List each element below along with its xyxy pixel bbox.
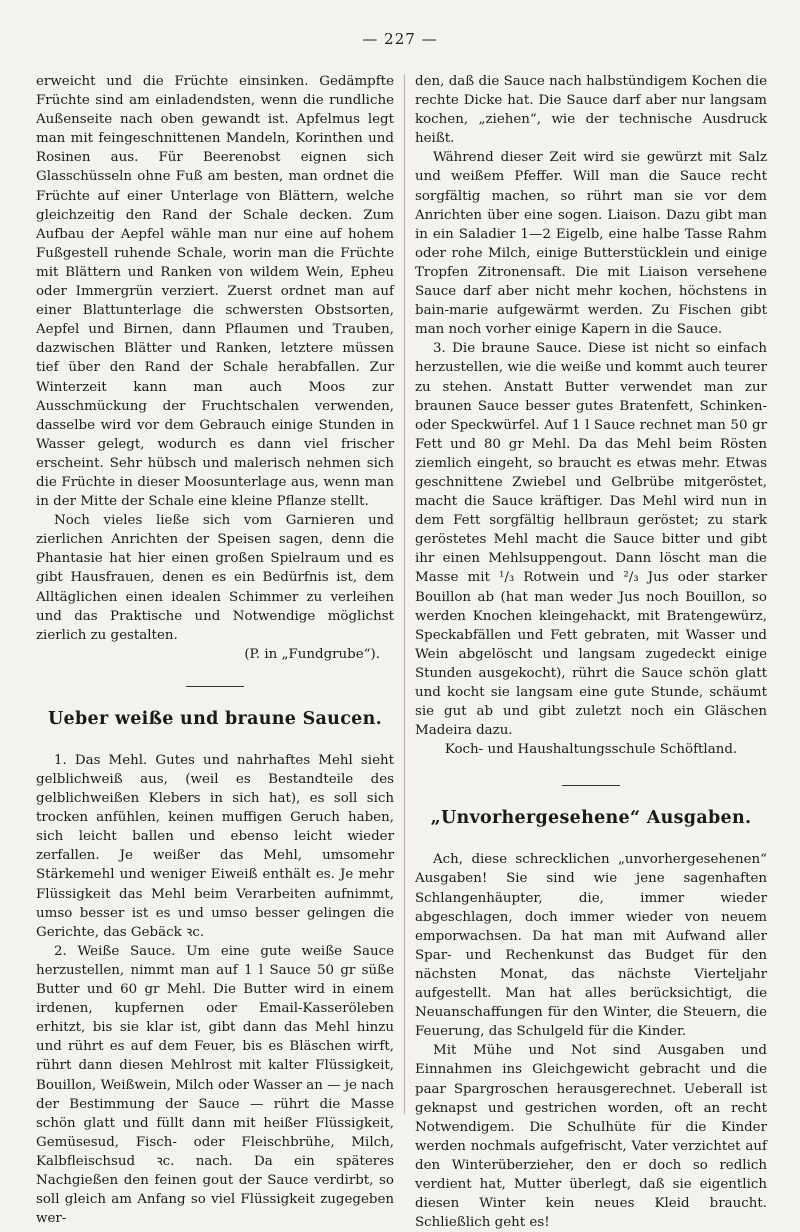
- paragraph-ausgaben-intro: Ach, diese schrecklichen „unvorhergesehenen“ Ausgaben! Sie sind wie jene sagenhaften Schlangenhäupter, die, immer wieder abgeschlagen, doch immer wieder von neuem emporwachsen. Da hat man mit Aufwand aller Spar- und Rechenkunst das Budget für den nächsten Monat, das nächste Vierteljahr aufgestellt. Man hat alles berücksichtigt, die Neuanschaffungen für den Winter, die Steuern, die Feuerung, das Schulgeld für die Kinder.: [415, 852, 767, 1040]
- column-divider: [404, 74, 405, 1114]
- source-citation: (P. in „Fundgrube“).: [244, 646, 380, 662]
- paragraph-braune-sauce: 3. Die braune Sauce. Diese ist nicht so einfach herzustellen, wie die weiße und kommt auch teurer zu stehen. Anstatt Butter verwendet man zur braunen Sauce besser gutes Bratenfett, Schinken- oder Speckwürfel. Auf 1 l Sauce rechnet man 50 gr Fett und 80 gr Mehl. Da das Mehl beim Rösten ziemlich eingeht, so braucht es etwas mehr. Etwas geschnittene Zwiebel und Gelbrübe mitgeröstet, macht die Sauce kräftiger. Das Mehl wird nun in dem Fett sorgfältig hellbraun geröstet; zu stark geröstetes Mehl macht die Sauce bitter und gibt ihr einen Mehlsuppengout. Dann löscht man die Masse mit ¹/₃ Rotwein und ²/₃ Jus oder starker Bouillon ab (hat man weder Jus noch Bouillon, so werden Knochen kleingehackt, mit Bratengewürz, Speckabfällen und Fett gebraten, mit Wasser und Wein abgelöscht und langsam zugedeckt einige Stunden ausgekocht), rührt die Sauce schön glatt und kocht sie langsam eine gute Stunde, schäumt sie gut ab und gibt zuletzt noch ein Gläschen Madeira dazu.: [415, 341, 767, 739]
- section-divider: [562, 785, 620, 786]
- paragraph-garnishing: Noch vieles ließe sich vom Garnieren und zierlichen Anrichten der Speisen sagen, denn die Phantasie hat hier einen großen Spielraum und es gibt Hausfrauen, denen es ein Bedürfnis ist, dem Alltäglichen einen idealen Schimmer zu verleihen und das Praktische und Notwendige möglichst zierlich zu gestalten.: [36, 513, 394, 643]
- paragraph-liaison: Während dieser Zeit wird sie gewürzt mit Salz und weißem Pfeffer. Will man die Sauce recht sorgfältig machen, so rührt man sie vor dem Anrichten über eine sogen. Liaison. Dazu gibt man in ein Saladier 1—2 Eigelb, eine halbe Tasse Rahm oder rohe Milch, einige Butterstücklein und einige Tropfen Zitronensaft. Die mit Liaison versehene Sauce darf aber nicht mehr kochen, höchstens in bain-marie aufgewärmt werden. Zu Fischen gibt man noch vorher einige Kapern in die Sauce.: [415, 150, 767, 338]
- right-column: [415, 72, 767, 1232]
- paragraph-mehl: 1. Das Mehl. Gutes und nahrhaftes Mehl sieht gelblichweiß aus, (weil es Bestandteile des gelblichweißen Klebers in sich hat), es soll sich trocken anfühlen, keinen muffigen Geruch haben, sich leicht ballen und ebenso leicht wieder zerfallen. Je weißer das Mehl, umsomehr Stärkemehl und weniger Eiweiß enthält es. Je mehr Flüssigkeit das Mehl beim Verarbeiten aufnimmt, umso besser ist es und umso besser gelingen die Gerichte, das Gebäck ꝛc.: [36, 752, 394, 940]
- author-signature: Koch- und Haushaltungsschule Schöftland.: [444, 742, 738, 758]
- paragraph-fruit-arrangement: erweicht und die Früchte einsinken. Gedämpfte Früchte sind am einladendsten, wenn die rundliche Außenseite nach oben gewandt ist. Apfelmus legt man mit feingeschnittenen Mandeln, Korinthen und Rosinen aus. Für Beerenobst eignen sich Glasschüsseln ohne Fuß am besten, man ordnet die Früchte auf einer Unterlage von Blättern, welche gleichzeitig den Rand der Schale decken. Zum Aufbau der Aepfel wähle man nur eine auf hohem Fußgestell ruhende Schale, worin man die Früchte mit Blättern und Ranken von wildem Wein, Epheu oder Immergrün verziert. Zuerst ordnet man auf einer Blattunterlage die schwersten Obstsorten, Aepfel und Birnen, dann Pflaumen und Trauben, dazwischen Blätter und Ranken, letztere müssen tief über den Rand der Schale herabfallen. Zur Winterzeit kann man auch Moos zur Ausschmückung der Fruchtschalen verwenden, dasselbe wird vor dem Gebrauch einige Stunden in Wasser gelegt, wodurch es dann viel frischer erscheint. Sehr hübsch und malerisch nehmen sich die Früchte in dieser Moosunterlage aus, wenn man in der Mitte der Schale eine kleine Pflanze stellt.: [36, 74, 394, 510]
- paragraph-sauce-continued: den, daß die Sauce nach halbstündigem Kochen die rechte Dicke hat. Die Sauce darf aber nur langsam kochen, „ziehen“, wie der technische Ausdruck heißt.: [415, 74, 767, 147]
- article-heading-saucen: Ueber weiße und braune Saucen.: [48, 708, 382, 729]
- section-divider: [186, 686, 244, 687]
- paragraph-ausgaben-sparen: Mit Mühe und Not sind Ausgaben und Einnahmen ins Gleichgewicht gebracht und die paar Spargroschen herausgerechnet. Ueberall ist geknapst und gestrichen worden, oft an recht Notwendigem. Die Schulhüte für die Kinder werden nochmals aufgefrischt, Vater verzichtet auf den Winterüberzieher, den er doch so redlich verdient hat, Mutter überlegt, daß sie eigentlich diesen Winter kein neues Kleid braucht. Schließlich geht es!: [415, 1043, 767, 1231]
- article-heading-ausgaben: „Unvorhergesehene“ Ausgaben.: [430, 808, 752, 829]
- page-number: — 227 —: [362, 30, 438, 48]
- left-column: [36, 72, 394, 1228]
- paragraph-weisse-sauce: 2. Weiße Sauce. Um eine gute weiße Sauce herzustellen, nimmt man auf 1 l Sauce 50 gr süße Butter und 60 gr Mehl. Die Butter wird in einem irdenen, kupfernen oder Email-Kasseröleben erhitzt, bis sie klar ist, gibt dann das Mehl hinzu und rührt es auf dem Feuer, bis es Bläschen wirft, rührt dann diesen Mehlrost mit kalter Flüssigkeit, Bouillon, Weißwein, Milch oder Wasser an — je nach der Bestimmung der Sauce — rührt die Masse schön glatt und füllt dann mit heißer Flüssigkeit, Gemüsesud, Fisch- oder Fleischbrühe, Milch, Kalbfleischsud ꝛc. nach. Da ein späteres Nachgießen den feinen gout der Sauce verdirbt, so soll gleich am Anfang so viel Flüssigkeit zugegeben wer-: [36, 943, 394, 1227]
